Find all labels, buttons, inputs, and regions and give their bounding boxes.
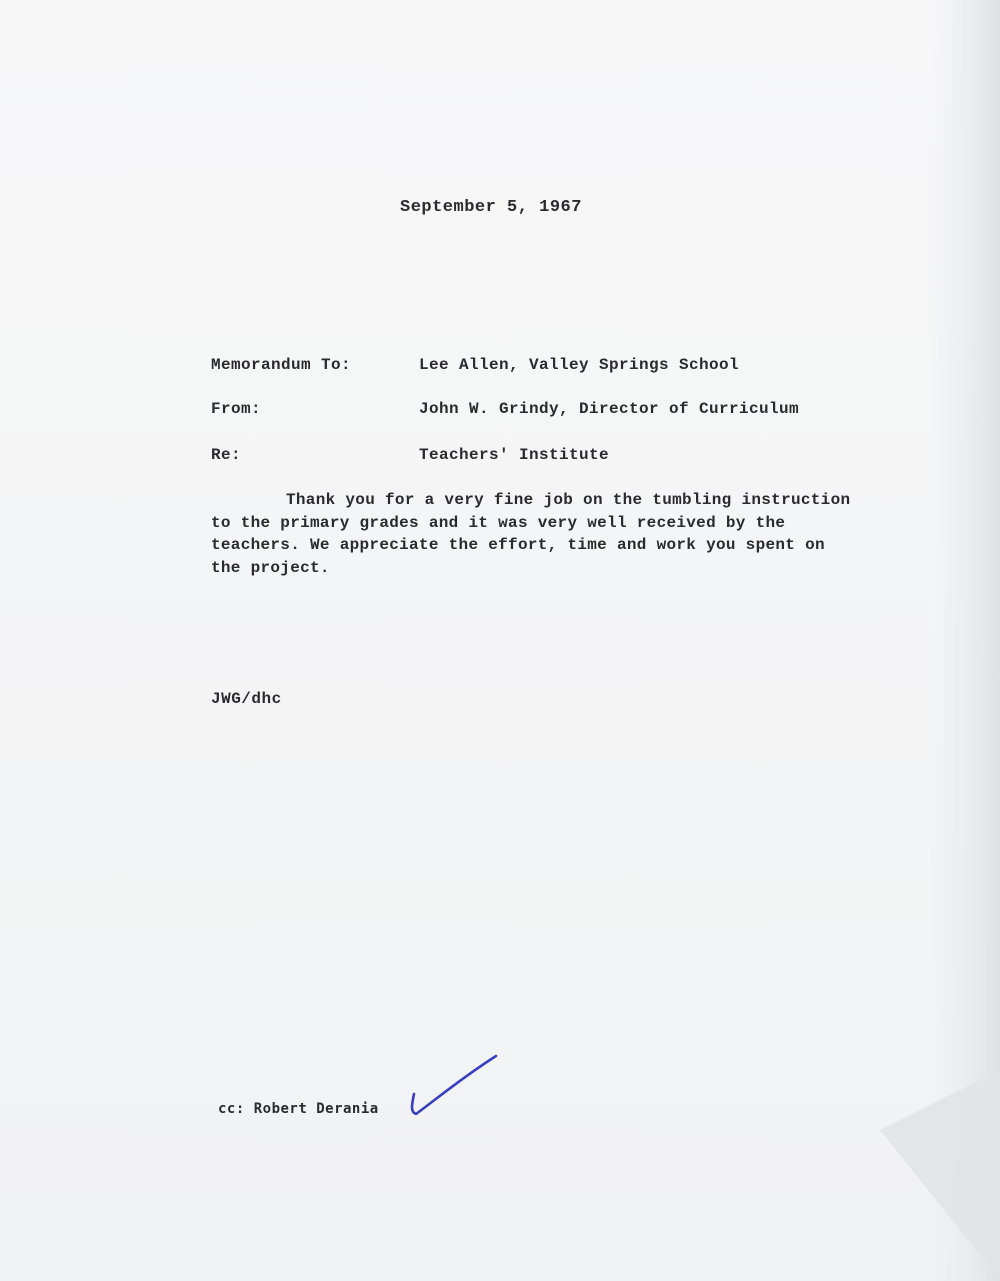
memo-body-line: to the primary grades and it was very well received by the — [211, 513, 786, 532]
memo-re-label: Re: — [211, 446, 242, 464]
memo-from-row — [211, 400, 799, 418]
memo-from-value: John W. Grindy, Director of Curriculum — [419, 400, 800, 418]
cc-line: cc: Robert Derania — [218, 1101, 379, 1117]
memo-to-row — [211, 356, 739, 374]
memo-to-value: Lee Allen, Valley Springs School — [419, 356, 740, 374]
memo-body-line: on the project. — [211, 536, 825, 577]
typist-initials: JWG/dhc — [211, 690, 282, 708]
memo-body-line: teachers. We appreciate the effort, time and work you spent — [211, 536, 796, 554]
memo-re-row — [211, 446, 609, 464]
memo-date: September 5, 1967 — [400, 198, 582, 217]
paper-fold — [880, 1070, 1000, 1280]
memo-body-line: Thank you for a very fine job on the tumbling instruction — [286, 491, 851, 509]
memo-body — [211, 489, 861, 579]
memo-re-value: Teachers' Institute — [419, 446, 610, 464]
memo-to-label: Memorandum To: — [211, 356, 352, 374]
handwritten-checkmark-icon — [400, 1054, 510, 1124]
memo-from-label: From: — [211, 400, 262, 418]
